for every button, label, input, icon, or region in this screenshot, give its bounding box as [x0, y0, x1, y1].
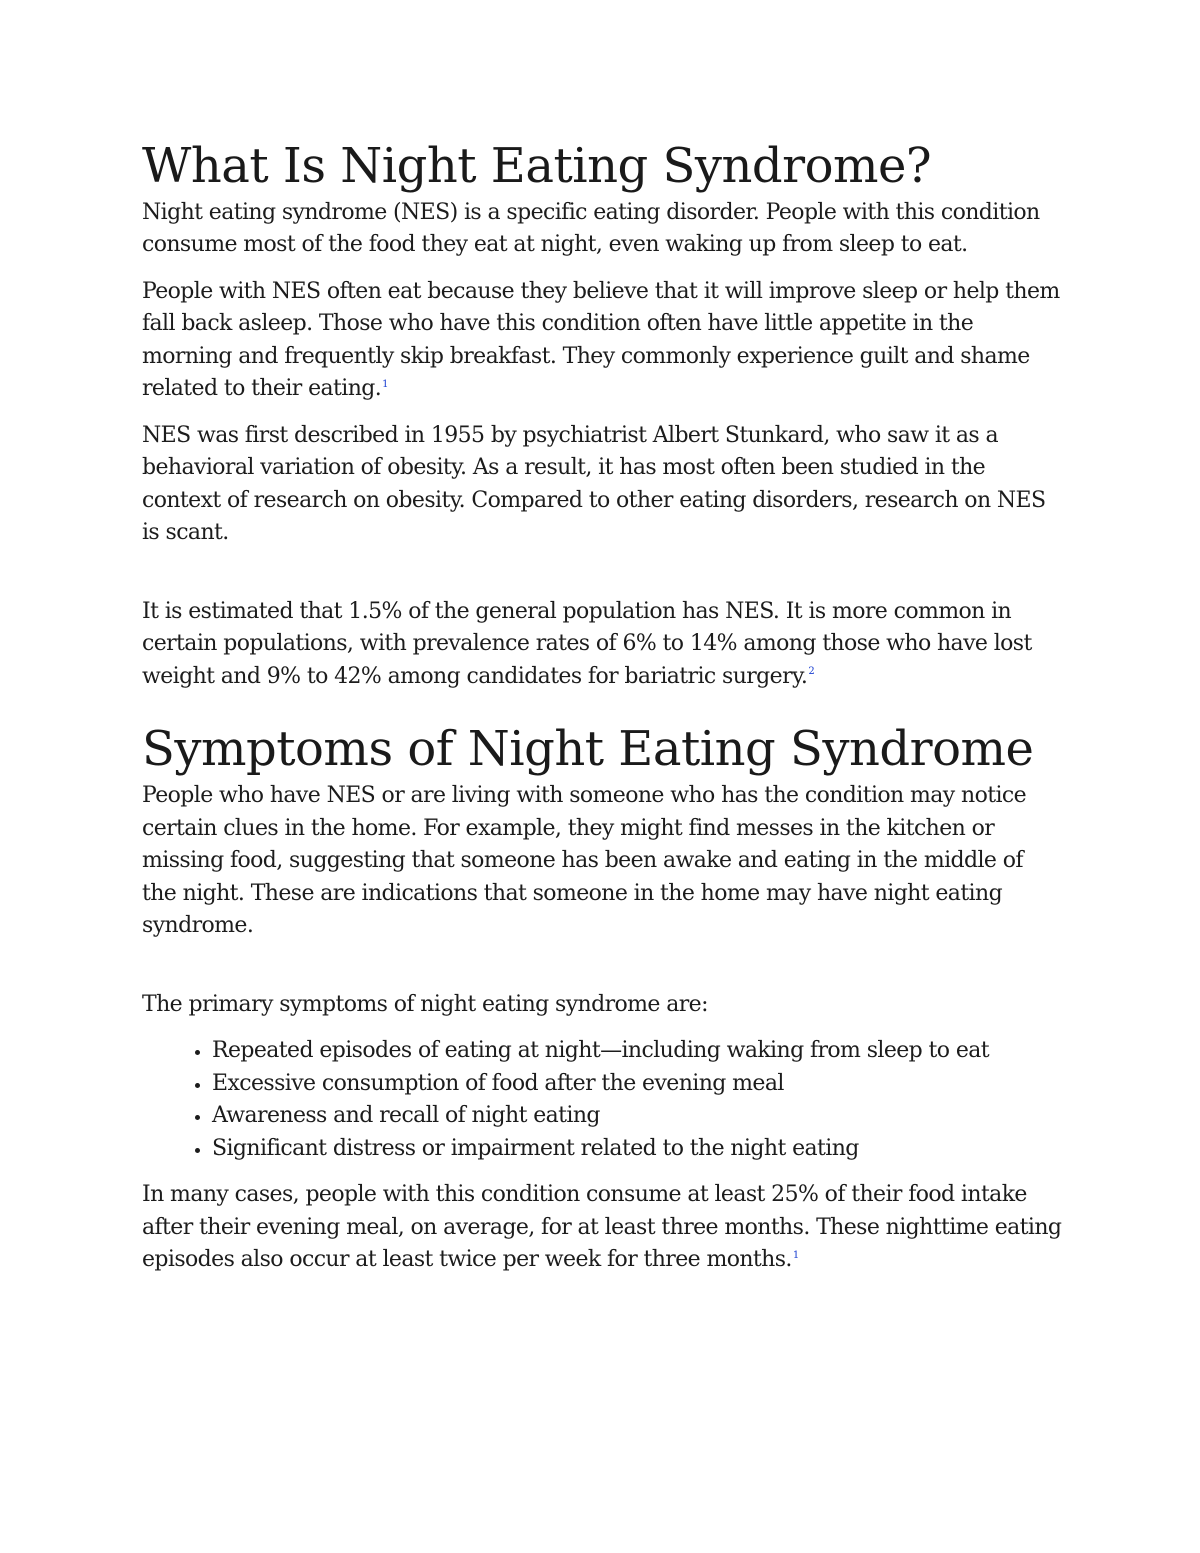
paragraph-intro-text: Night eating syndrome (NES) is a specific eating disorder. People with this condition consume most of the food they eat at night, even waking up from sleep to eat. [142, 199, 1040, 258]
heading-symptoms: Symptoms of Night Eating Syndrome [142, 721, 1034, 778]
symptoms-list [142, 1035, 1062, 1165]
heading-what-is-nes: What Is Night Eating Syndrome? [142, 138, 932, 194]
paragraph-clues [142, 780, 1062, 943]
list-item: • Significant distress or impairment related to the night eating [212, 1133, 1062, 1166]
paragraph-history-text: NES was first described in 1955 by psychiatrist Albert Stunkard, who saw it as a behavioral variation of obesity. As a result, it has most often been studied in the context of research on obesity. Compared to other eating disorders, research on NES is scant. [142, 422, 1046, 546]
paragraph-prevalence [142, 596, 1062, 694]
reference-link[interactable]: 1 [382, 378, 388, 390]
paragraph-prevalence-text: It is estimated that 1.5% of the general population has NES. It is more common in certain populations, with prevalence rates of 6% to 14% among those who have lost weight and 9% to 42% among candidates for bariatric surgery. [142, 598, 1032, 689]
paragraph-sleep [142, 276, 1062, 406]
paragraph-sleep-text: People with NES often eat because they believe that it will improve sleep or help them fall back asleep. Those who have this condition often have little appetite in the morning and frequently skip breakfast. They commonly experience guilt and shame related to their eating. [142, 278, 1060, 402]
document-page [142, 140, 1062, 1277]
paragraph-intro [142, 197, 1062, 262]
paragraph-primary-symptoms-text: The primary symptoms of night eating syndrome are: [142, 991, 708, 1017]
reference-link[interactable]: 2 [808, 666, 815, 678]
paragraph-duration [142, 1179, 1062, 1277]
reference-link[interactable]: 1 [792, 1249, 799, 1261]
paragraph-duration-text: In many cases, people with this condition consume at least 25% of their food intake after their evening meal, on average, for at least three months. These nighttime eating episodes also occur at least twice per week for three months. [142, 1182, 1062, 1273]
list-item: • Repeated episodes of eating at night—including waking from sleep to eat [212, 1035, 1062, 1068]
paragraph-primary-symptoms [142, 989, 1062, 1022]
paragraph-clues-text: People who have NES or are living with someone who has the condition may notice certain clues in the home. For example, they might find messes in the kitchen or missing food, suggesting that someone has been awake and eating in the middle of the night. These are indications that someone in the home may have night eating syndrome. [142, 783, 1027, 939]
list-item: • Awareness and recall of night eating [212, 1100, 1062, 1133]
list-item: • Excessive consumption of food after the evening meal [212, 1068, 1062, 1101]
paragraph-history [142, 420, 1062, 550]
